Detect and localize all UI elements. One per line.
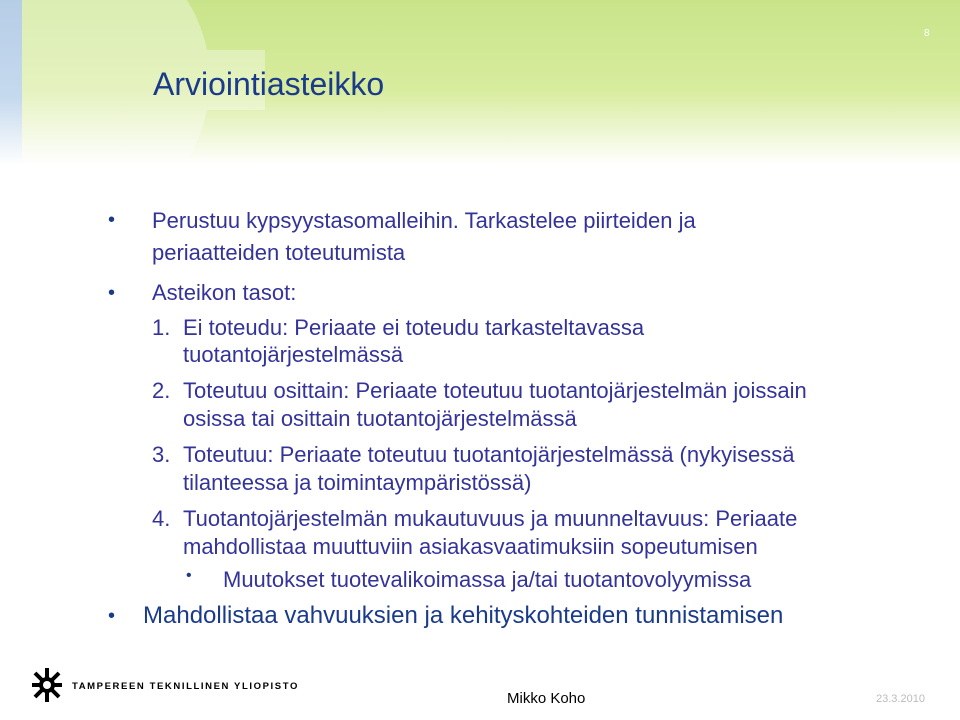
bullet-dot: • (108, 605, 116, 627)
sub-bullet-dot: • (186, 567, 192, 584)
item-2-number: 2. (152, 378, 171, 403)
item-1-line-2: tuotantojärjestelmässä (183, 342, 404, 367)
author-name: Mikko Koho (507, 690, 586, 707)
bullet-dot: • (108, 209, 116, 231)
bullet-3: Mahdollistaa vahvuuksien ja kehityskohteiden tunnistamisen (143, 602, 784, 629)
item-3-line-2: tilanteessa ja toimintaympäristössä) (183, 470, 532, 495)
item-3-line-1: Toteutuu: Periaate toteutuu tuotantojärjestelmässä (nykyisessä (183, 442, 795, 467)
item-1-number: 1. (152, 315, 171, 340)
item-4-line-1: Tuotantojärjestelmän mukautuvuus ja muunneltavuus: Periaate (183, 506, 798, 531)
bullet-1-line-1: Perustuu kypsyystasomalleihin. Tarkastelee piirteiden ja (152, 208, 696, 233)
sub-bullet: Muutokset tuotevalikoimassa ja/tai tuotantovolyymissa (223, 567, 752, 592)
item-2-line-1: Toteutuu osittain: Periaate toteutuu tuotantojärjestelmän joissain (183, 378, 807, 403)
slide-date: 23.3.2010 (876, 693, 925, 705)
bullet-dot: • (108, 282, 116, 304)
bullet-1-line-2: periaatteiden toteutumista (152, 240, 406, 265)
item-4-line-2: mahdollistaa muuttuviin asiakasvaatimuksiin sopeutumisen (183, 534, 758, 559)
tut-logo-icon (32, 668, 62, 702)
item-2-line-2: osissa tai osittain tuotantojärjestelmässä (183, 406, 577, 431)
item-1-line-1: Ei toteudu: Periaate ei toteudu tarkasteltavassa (183, 315, 645, 340)
item-3-number: 3. (152, 442, 171, 467)
item-4-number: 4. (152, 506, 171, 531)
organization-name: TAMPEREEN TEKNILLINEN YLIOPISTO (72, 681, 299, 692)
page-number: 8 (924, 28, 930, 39)
bullet-2: Asteikon tasot: (152, 280, 297, 305)
slide-title: Arviointiasteikko (153, 66, 385, 102)
